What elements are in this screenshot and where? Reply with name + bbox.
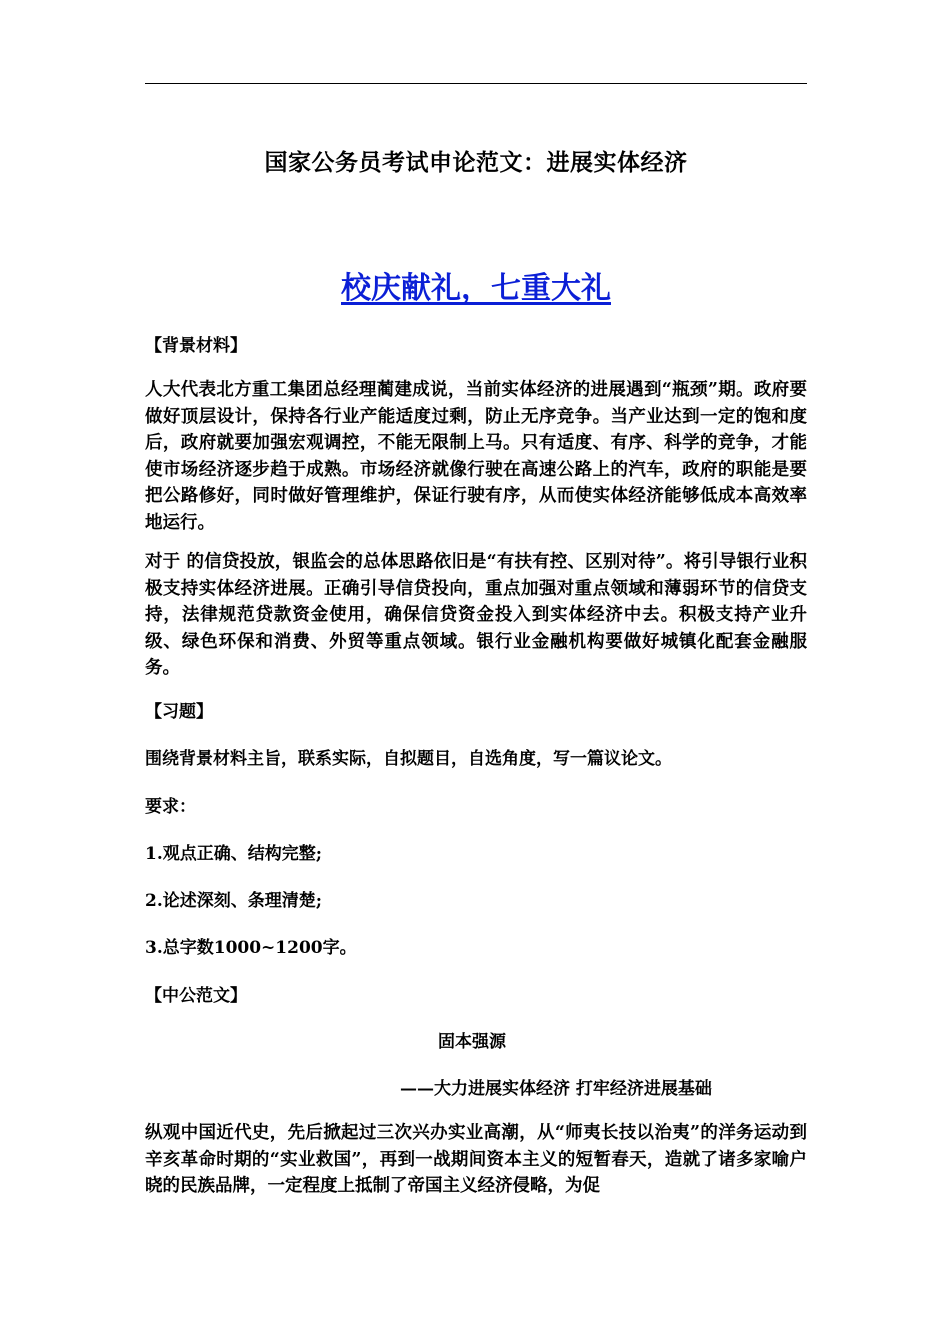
requirement-item-1: 1.观点正确、结构完整; (145, 844, 323, 864)
background-section-label: 【背景材料】 (145, 336, 247, 356)
essay-title: 固本强源 (438, 1032, 506, 1052)
header-rule (145, 83, 807, 84)
promo-link[interactable] (145, 263, 807, 307)
document-title: 国家公务员考试申论范文：进展实体经济 (264, 149, 688, 176)
essay-subtitle: ——大力进展实体经济 打牢经济进展基础 (400, 1079, 712, 1099)
requirement-item-2: 2.论述深刻、条理清楚; (145, 891, 323, 911)
requirement-item-3: 3.总字数1000~1200字。 (145, 938, 357, 958)
requirements-label: 要求： (145, 797, 196, 817)
sample-essay-label: 【中公范文】 (145, 986, 247, 1006)
exercise-section-label: 【习题】 (145, 702, 213, 722)
background-paragraph-2: 对于 的信贷投放，银监会的总体思路依旧是“有扶有控、区别对待”。将引导银行业积极支持实体经济进展。正确引导信贷投向，重点加强对重点领域和薄弱环节的信贷支持，法律规范贷款资金使用，确保信贷资金投入到实体经济中去。积极支持产业升级、绿色环保和消费、外贸等重点领域。银行业金融机构要做好城镇化配套金融服务。 (145, 552, 807, 678)
exercise-text: 围绕背景材料主旨，联系实际，自拟题目，自选角度，写一篇议论文。 (145, 749, 672, 769)
background-paragraph-1: 人大代表北方重工集团总经理蔺建成说，当前实体经济的进展遇到“瓶颈”期。政府要做好顶层设计，保持各行业产能适度过剩，防止无序竞争。当产业达到一定的饱和度后，政府就要加强宏观调控，不能无限制上马。只有适度、有序、科学的竞争，才能使市场经济逐步趋于成熟。市场经济就像行驶在高速公路上的汽车，政府的职能是要把公路修好，同时做好管理维护，保证行驶有序，从而使实体经济能够低成本高效率地运行。 (145, 380, 807, 533)
promo-link-text[interactable]: 校庆献礼，七重大礼 (341, 271, 611, 306)
essay-paragraph-1: 纵观中国近代史，先后掀起过三次兴办实业高潮，从“师夷长技以治夷”的洋务运动到辛亥革命时期的“实业救国”，再到一战期间资本主义的短暂春天，造就了诸多家喻户晓的民族品牌，一定程度上抵制了帝国主义经济侵略，为促 (145, 1123, 807, 1196)
